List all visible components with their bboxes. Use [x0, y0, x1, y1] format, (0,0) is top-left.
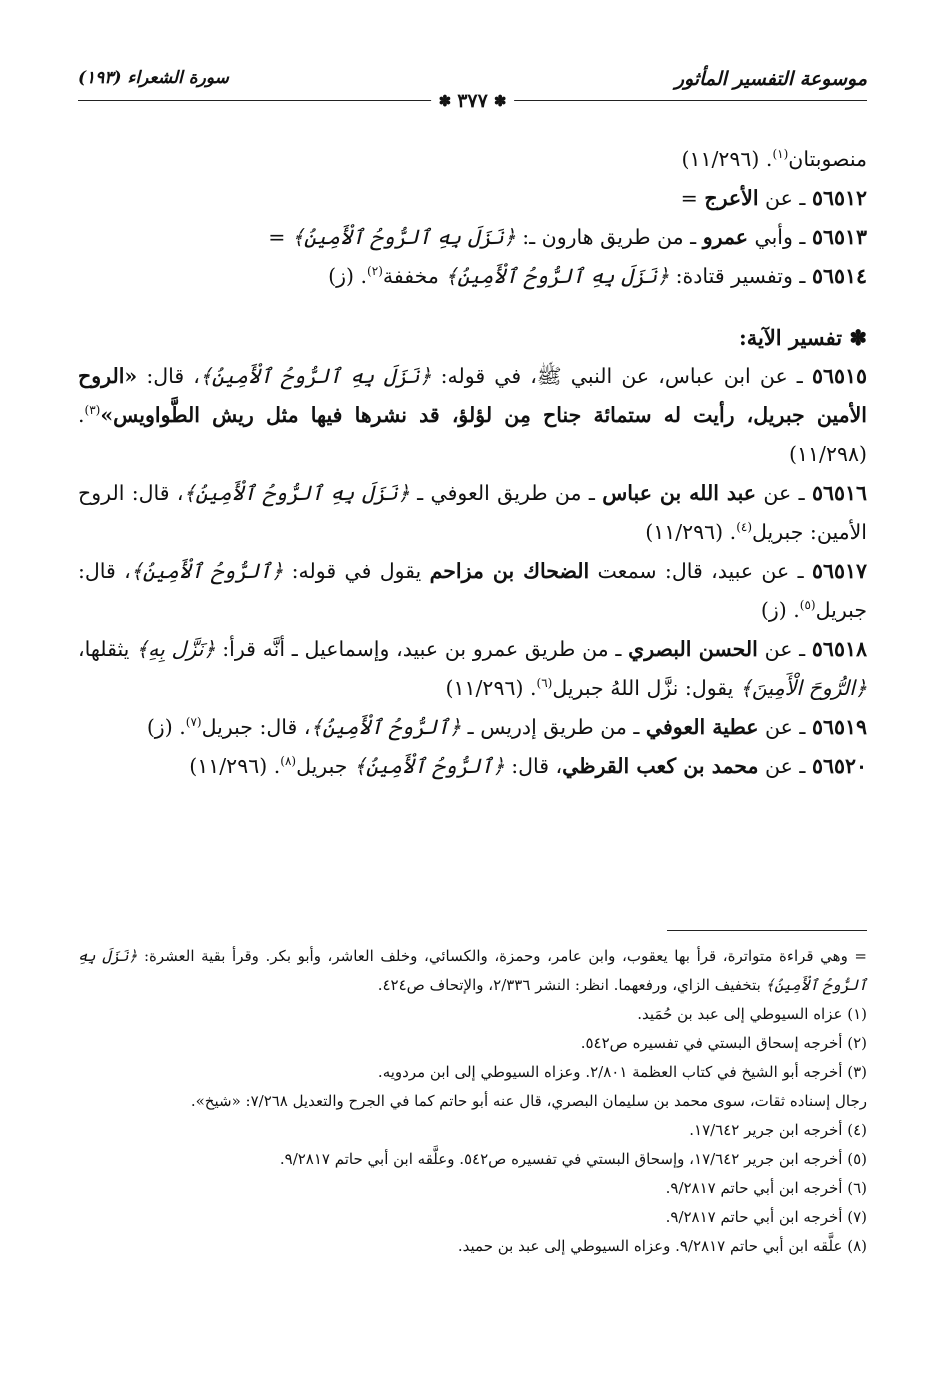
footnote-4: (٤) أخرجه ابن جرير ١٧/٦٤٢. [689, 1121, 867, 1139]
entry-56514: ٥٦٥١٤ ـ وتفسير قتادة: ﴿نَزَلَ بِهِ ٱلرُّوحُ ٱلْأَمِينُ﴾ مخففة$^{(٢)}$. (ز) [328, 264, 867, 288]
section-heading: ✽ تفسير الآية: [738, 325, 867, 350]
entry-56516: ٥٦٥١٦ ـ عن عبد الله بن عباس ـ من طريق العوفي ـ ﴿نَزَلَ بِهِ ٱلرُّوحُ ٱلْأَمِينُ﴾، قال: الروح الأمين: جبريل$^{(٤)}$. (١١/٢٩٦) [78, 481, 867, 544]
flower-ornament-icon: ✽ [493, 92, 507, 110]
footnote-continuation: = وهي قراءة متواترة، قرأ بها يعقوب، وابن عامر، وحمزة، والكسائي، وخلف العاشر، وأبو بكر. وقرأ بقية العشرة: ﴿نَزَلَ بِهِ ٱلرُّوحُ ٱلْأَمِينُ﴾ بتخفيف الزاي، ورفعهما. انظر: النشر ٢/٣٣٦، والإتحاف ص٤٢٤. [78, 947, 867, 994]
flower-ornament-icon: ✽ [842, 325, 867, 350]
book-title: موسوعة التفسير المأثور [674, 68, 867, 90]
flower-ornament-icon: ✽ [438, 92, 452, 110]
footnote-6: (٦) أخرجه ابن أبي حاتم ٩/٢٨١٧. [665, 1179, 867, 1197]
entry-56513: ٥٦٥١٣ ـ وأبي عمرو ـ من طريق هارون ـ: ﴿نَزَلَ بِهِ ٱلرُّوحُ ٱلْأَمِينُ﴾ = [268, 225, 867, 249]
footnote-3: (٣) أخرجه أبو الشيخ في كتاب العظمة ٢/٨٠١. وعزاه السيوطي إلى ابن مردويه. [377, 1063, 867, 1081]
entry-56520: ٥٦٥٢٠ ـ عن محمد بن كعب القرظي، قال: ﴿ٱلرُّوحُ ٱلْأَمِينُ﴾ جبريل$^{(٨)}$. (١١/٢٩٦) [189, 754, 867, 778]
page-number: ٣٧٧ [457, 90, 488, 112]
entry-56512: ٥٦٥١٢ ـ عن الأعرج = [680, 186, 867, 210]
footnote-5: (٥) أخرجه ابن جرير ١٧/٦٤٢، وإسحاق البستي في تفسيره ص٥٤٢. وعلَّقه ابن أبي حاتم ٩/٢٨١٧. [279, 1150, 867, 1168]
footnote-separator [667, 930, 867, 931]
footnotes [78, 942, 867, 1261]
entry-56519: ٥٦٥١٩ ـ عن عطية العوفي ـ من طريق إدريس ـ ﴿ٱلرُّوحُ ٱلْأَمِينُ﴾، قال: جبريل$^{(٧)}$. (ز) [146, 715, 867, 739]
page-header [78, 62, 867, 112]
entry-56518: ٥٦٥١٨ ـ عن الحسن البصري ـ من طريق عمرو بن عبيد، وإسماعيل ـ أنَّه قرأ: ﴿نَزَّل بِهِ﴾ يثقلها، ﴿الرُّوحَ الْأَمِينَ﴾ يقول: نزَّل اللهُ جبريل$^{(٦)}$. (١١/٢٩٦) [78, 637, 867, 700]
footnote-8: (٨) علَّقه ابن أبي حاتم ٩/٢٨١٧. وعزاه السيوطي إلى عبد بن حميد. [457, 1237, 867, 1255]
footnote-3-comment: رجال إسناده ثقات، سوى محمد بن سليمان البصري، قال عنه أبو حاتم كما في الجرح والتعديل ٧/٢٦٨: «شيخ». [190, 1092, 867, 1110]
page-number-box [431, 90, 515, 112]
footnote-7: (٧) أخرجه ابن أبي حاتم ٩/٢٨١٧. [665, 1208, 867, 1226]
surah-title: سورة الشعراء (١٩٣) [78, 68, 229, 88]
footnote-1: (١) عزاه السيوطي إلى عبد بن حُمَيد. [637, 1005, 867, 1023]
text-line: منصوبتان$^{(١)}$. (١١/٢٩٦) [681, 147, 867, 171]
entry-56517: ٥٦٥١٧ ـ عن عبيد، قال: سمعت الضحاك بن مزاحم يقول في قوله: ﴿ٱلرُّوحُ ٱلْأَمِينُ﴾، قال: جبريل$^{(٥)}$. (ز) [78, 559, 867, 622]
footnote-2: (٢) أخرجه إسحاق البستي في تفسيره ص٥٤٢. [580, 1034, 867, 1052]
main-text [78, 140, 867, 786]
entry-56515: ٥٦٥١٥ ـ عن ابن عباس، عن النبي ﷺ، في قوله: ﴿نَزَلَ بِهِ ٱلرُّوحُ ٱلْأَمِينُ﴾، قال: «الروح الأمين جبريل، رأيت له ستمائة جناح مِن لؤلؤ، قد نشرها فيها مثل ريش الطَّواويس»$^{(٣)}$. (١١/٢٩٨) [78, 364, 868, 466]
